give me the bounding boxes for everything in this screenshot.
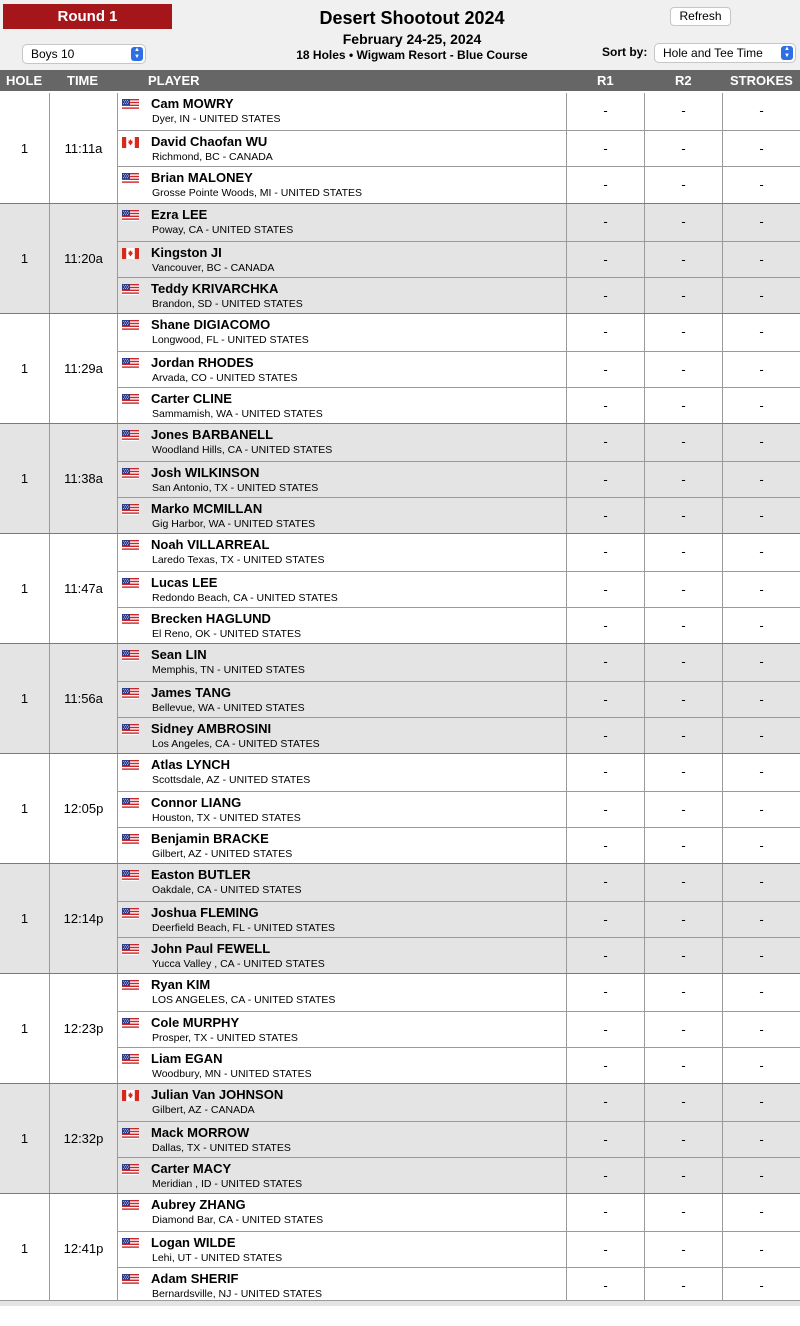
player-name[interactable]: Connor LIANG — [151, 794, 242, 810]
r2-score: - — [644, 1158, 722, 1194]
r1-score: - — [566, 1084, 644, 1121]
hole-cell: 1 — [0, 974, 50, 1083]
player-name[interactable]: Logan WILDE — [151, 1234, 236, 1250]
player-name[interactable]: Sean LIN — [151, 647, 207, 662]
player-row[interactable] — [118, 644, 800, 681]
strokes-score: - — [722, 864, 800, 901]
us-flag-icon — [122, 1052, 139, 1063]
r2-score: - — [644, 974, 722, 1011]
us-flag-icon — [122, 1198, 139, 1209]
r1-score: - — [566, 644, 644, 681]
player-name[interactable]: Josh WILKINSON — [151, 464, 260, 480]
player-row[interactable] — [118, 241, 800, 278]
r1-score: - — [566, 1048, 644, 1084]
player-row[interactable] — [118, 1267, 800, 1304]
player-row[interactable] — [118, 717, 800, 754]
r2-score: - — [644, 131, 722, 167]
r2-score: - — [644, 388, 722, 424]
tee-time-cell: 11:38a — [50, 424, 118, 533]
player-row[interactable] — [118, 351, 800, 388]
player-list — [118, 314, 800, 423]
r1-score: - — [566, 388, 644, 424]
r2-score: - — [644, 1048, 722, 1084]
us-flag-icon — [122, 1162, 139, 1173]
us-flag-icon — [122, 538, 139, 549]
r2-score: - — [644, 534, 722, 571]
strokes-score: - — [722, 938, 800, 974]
r1-score: - — [566, 1268, 644, 1304]
player-location: Richmond, BC - CANADA — [152, 150, 273, 163]
refresh-button[interactable]: Refresh — [670, 7, 731, 26]
column-strokes[interactable]: STROKES — [730, 73, 793, 88]
r1-score: - — [566, 424, 644, 461]
player-row[interactable] — [118, 901, 800, 938]
us-flag-icon — [122, 722, 139, 733]
r1-score: - — [566, 1194, 644, 1231]
strokes-score: - — [722, 754, 800, 791]
player-row[interactable] — [118, 791, 800, 828]
tee-time-group — [0, 643, 800, 753]
canada-flag-icon — [122, 135, 139, 146]
player-row[interactable] — [118, 387, 800, 424]
us-flag-icon — [122, 1126, 139, 1137]
player-location: LOS ANGELES, CA - UNITED STATES — [152, 994, 336, 1006]
player-name[interactable]: James TANG — [151, 684, 231, 700]
us-flag-icon — [122, 868, 139, 879]
player-location: Yucca Valley , CA - UNITED STATES — [152, 958, 325, 971]
player-row[interactable] — [118, 607, 800, 644]
player-location: Vancouver, BC - CANADA — [152, 261, 275, 274]
player-name[interactable]: Aubrey ZHANG — [151, 1197, 246, 1212]
tee-time-group — [0, 1193, 800, 1303]
player-row[interactable] — [118, 1231, 800, 1268]
strokes-score: - — [722, 718, 800, 754]
r2-score: - — [644, 242, 722, 278]
us-flag-icon — [122, 612, 139, 623]
tee-time-cell: 11:29a — [50, 314, 118, 423]
strokes-score: - — [722, 572, 800, 608]
player-location: Meridian , ID - UNITED STATES — [152, 1178, 303, 1191]
r1-score: - — [566, 204, 644, 241]
player-list — [118, 644, 800, 753]
player-location: Los Angeles, CA - UNITED STATES — [152, 738, 320, 751]
strokes-score: - — [722, 1012, 800, 1048]
player-list — [118, 204, 800, 313]
player-row[interactable] — [118, 827, 800, 864]
us-flag-icon — [122, 208, 139, 219]
player-location: Bellevue, WA - UNITED STATES — [152, 701, 305, 714]
player-name[interactable]: Shane DIGIACOMO — [151, 317, 271, 332]
r1-score: - — [566, 682, 644, 718]
player-location: Dallas, TX - UNITED STATES — [152, 1141, 291, 1154]
r2-score: - — [644, 352, 722, 388]
r2-score: - — [644, 864, 722, 901]
r2-score: - — [644, 828, 722, 864]
r2-score: - — [644, 608, 722, 644]
player-location: Scottsdale, AZ - UNITED STATES — [152, 774, 311, 786]
us-flag-icon — [122, 466, 139, 477]
r1-score: - — [566, 167, 644, 203]
r2-score: - — [644, 682, 722, 718]
player-row[interactable] — [118, 1157, 800, 1194]
player-location: Lehi, UT - UNITED STATES — [152, 1251, 283, 1264]
player-location: Bernardsville, NJ - UNITED STATES — [152, 1288, 322, 1301]
tee-time-cell: 11:47a — [50, 534, 118, 643]
tee-time-cell: 12:05p — [50, 754, 118, 863]
strokes-score: - — [722, 388, 800, 424]
column-r1[interactable]: R1 — [597, 73, 614, 88]
hole-cell: 1 — [0, 1194, 50, 1303]
player-location: Poway, CA - UNITED STATES — [152, 224, 294, 236]
tee-time-group — [0, 203, 800, 313]
r2-score: - — [644, 93, 722, 130]
r2-score: - — [644, 462, 722, 498]
player-location: Memphis, TN - UNITED STATES — [152, 664, 305, 676]
r2-score: - — [644, 644, 722, 681]
player-name[interactable]: David Chaofan WU — [151, 133, 268, 149]
r1-score: - — [566, 572, 644, 608]
hole-cell: 1 — [0, 754, 50, 863]
player-row[interactable] — [118, 864, 800, 901]
r2-score: - — [644, 792, 722, 828]
player-name[interactable]: Brian MALONEY — [151, 170, 253, 186]
us-flag-icon — [122, 686, 139, 697]
player-location: Deerfield Beach, FL - UNITED STATES — [152, 921, 336, 934]
us-flag-icon — [122, 282, 139, 293]
player-name[interactable]: Liam EGAN — [151, 1051, 223, 1067]
hole-cell: 1 — [0, 864, 50, 973]
column-hole[interactable]: HOLE — [6, 73, 43, 88]
strokes-score: - — [722, 608, 800, 644]
select-stepper-icon: ▲ ▼ — [131, 47, 143, 61]
strokes-score: - — [722, 352, 800, 388]
tee-time-groups — [0, 93, 800, 1303]
round-badge[interactable]: Round 1 — [3, 4, 172, 29]
player-row[interactable] — [118, 1084, 800, 1121]
r2-score: - — [644, 314, 722, 351]
r2-score: - — [644, 204, 722, 241]
us-flag-icon — [122, 392, 139, 403]
table-footer — [0, 1300, 800, 1306]
player-row[interactable] — [118, 497, 800, 534]
player-row[interactable] — [118, 1047, 800, 1084]
tee-time-group — [0, 423, 800, 533]
us-flag-icon — [122, 576, 139, 587]
strokes-score: - — [722, 534, 800, 571]
r1-score: - — [566, 754, 644, 791]
strokes-score: - — [722, 1232, 800, 1268]
canada-flag-icon — [122, 246, 139, 257]
sort-value: Hole and Tee Time — [663, 46, 763, 60]
r2-score: - — [644, 938, 722, 974]
us-flag-icon — [122, 356, 139, 367]
player-name[interactable]: Joshua FLEMING — [151, 904, 259, 920]
player-row[interactable] — [118, 93, 800, 130]
column-r2[interactable]: R2 — [675, 73, 692, 88]
player-row[interactable] — [118, 974, 800, 1011]
hole-cell: 1 — [0, 644, 50, 753]
strokes-score: - — [722, 498, 800, 534]
player-row[interactable] — [118, 130, 800, 167]
tee-time-group — [0, 93, 800, 203]
r1-score: - — [566, 718, 644, 754]
player-list — [118, 534, 800, 643]
player-row[interactable] — [118, 166, 800, 203]
r1-score: - — [566, 828, 644, 864]
player-row[interactable] — [118, 1011, 800, 1048]
player-row[interactable] — [118, 461, 800, 498]
tee-time-group — [0, 863, 800, 973]
r1-score: - — [566, 938, 644, 974]
r1-score: - — [566, 974, 644, 1011]
r2-score: - — [644, 1194, 722, 1231]
player-name[interactable]: Adam SHERIF — [151, 1271, 239, 1287]
player-location: Gilbert, AZ - CANADA — [152, 1104, 255, 1116]
r1-score: - — [566, 1122, 644, 1158]
hole-cell: 1 — [0, 534, 50, 643]
strokes-score: - — [722, 792, 800, 828]
tee-time-cell: 12:41p — [50, 1194, 118, 1303]
player-location: Dyer, IN - UNITED STATES — [152, 113, 281, 125]
player-location: Grosse Pointe Woods, MI - UNITED STATES — [152, 187, 363, 200]
player-list — [118, 1084, 800, 1193]
player-name[interactable]: Brecken HAGLUND — [151, 611, 271, 627]
us-flag-icon — [122, 906, 139, 917]
us-flag-icon — [122, 1016, 139, 1027]
strokes-score: - — [722, 974, 800, 1011]
strokes-score: - — [722, 1268, 800, 1304]
strokes-score: - — [722, 1122, 800, 1158]
r2-score: - — [644, 278, 722, 314]
strokes-score: - — [722, 242, 800, 278]
player-row[interactable] — [118, 204, 800, 241]
player-row[interactable] — [118, 314, 800, 351]
strokes-score: - — [722, 278, 800, 314]
player-list — [118, 93, 800, 203]
player-list — [118, 864, 800, 973]
tee-time-group — [0, 753, 800, 863]
player-list — [118, 424, 800, 533]
column-time[interactable]: TIME — [67, 73, 99, 88]
hole-cell: 1 — [0, 204, 50, 313]
tee-time-group — [0, 313, 800, 423]
hole-cell: 1 — [0, 1084, 50, 1193]
player-name[interactable]: Ryan KIM — [151, 977, 211, 992]
hole-cell: 1 — [0, 93, 50, 203]
event-course: 18 Holes • Wigwam Resort - Blue Course — [296, 48, 528, 62]
r1-score: - — [566, 314, 644, 351]
tee-time-cell: 12:14p — [50, 864, 118, 973]
player-row[interactable] — [118, 534, 800, 571]
strokes-score: - — [722, 131, 800, 167]
strokes-score: - — [722, 424, 800, 461]
strokes-score: - — [722, 314, 800, 351]
strokes-score: - — [722, 902, 800, 938]
player-list — [118, 974, 800, 1083]
r2-score: - — [644, 1232, 722, 1268]
player-name[interactable]: Kingston JI — [151, 244, 222, 260]
player-location: San Antonio, TX - UNITED STATES — [152, 481, 319, 494]
canada-flag-icon — [122, 1088, 139, 1099]
strokes-score: - — [722, 1194, 800, 1231]
player-row[interactable] — [118, 681, 800, 718]
r1-score: - — [566, 1158, 644, 1194]
player-location: Prosper, TX - UNITED STATES — [152, 1031, 298, 1044]
sort-select[interactable] — [654, 43, 796, 63]
r2-score: - — [644, 1122, 722, 1158]
r1-score: - — [566, 1012, 644, 1048]
tee-time-cell: 12:32p — [50, 1084, 118, 1193]
player-name[interactable]: Julian Van JOHNSON — [151, 1087, 284, 1102]
r2-score: - — [644, 572, 722, 608]
player-name[interactable]: Sidney AMBROSINI — [151, 721, 272, 737]
player-row[interactable] — [118, 937, 800, 974]
hole-cell: 1 — [0, 424, 50, 533]
sort-label: Sort by: — [602, 45, 648, 59]
r1-score: - — [566, 608, 644, 644]
us-flag-icon — [122, 1272, 139, 1283]
player-location: Diamond Bar, CA - UNITED STATES — [152, 1214, 324, 1226]
player-name[interactable]: Atlas LYNCH — [151, 757, 230, 772]
player-name[interactable]: Benjamin BRACKE — [151, 831, 269, 847]
page-header — [0, 0, 800, 70]
us-flag-icon — [122, 942, 139, 953]
event-info — [200, 8, 624, 62]
us-flag-icon — [122, 318, 139, 329]
player-name[interactable]: Teddy KRIVARCHKA — [151, 281, 279, 297]
r2-score: - — [644, 1012, 722, 1048]
r1-score: - — [566, 534, 644, 571]
tee-time-cell: 11:20a — [50, 204, 118, 313]
strokes-score: - — [722, 1158, 800, 1194]
r1-score: - — [566, 1232, 644, 1268]
tee-time-cell: 12:23p — [50, 974, 118, 1083]
r1-score: - — [566, 242, 644, 278]
player-name[interactable]: Easton BUTLER — [151, 867, 251, 882]
player-name[interactable]: John Paul FEWELL — [151, 941, 271, 957]
strokes-score: - — [722, 93, 800, 130]
player-row[interactable] — [118, 1121, 800, 1158]
division-value: Boys 10 — [31, 47, 75, 61]
r2-score: - — [644, 1268, 722, 1304]
hole-cell: 1 — [0, 314, 50, 423]
player-name[interactable]: Lucas LEE — [151, 574, 218, 590]
us-flag-icon — [122, 796, 139, 807]
r2-score: - — [644, 718, 722, 754]
us-flag-icon — [122, 1236, 139, 1247]
r1-score: - — [566, 352, 644, 388]
player-name[interactable]: Cole MURPHY — [151, 1014, 240, 1030]
player-location: Houston, TX - UNITED STATES — [152, 811, 301, 824]
us-flag-icon — [122, 832, 139, 843]
player-location: Redondo Beach, CA - UNITED STATES — [152, 591, 338, 604]
tee-time-cell: 11:11a — [50, 93, 118, 203]
player-location: Woodland Hills, CA - UNITED STATES — [152, 444, 333, 456]
strokes-score: - — [722, 204, 800, 241]
r2-score: - — [644, 498, 722, 534]
r1-score: - — [566, 498, 644, 534]
tee-time-group — [0, 533, 800, 643]
us-flag-icon — [122, 648, 139, 659]
r2-score: - — [644, 424, 722, 461]
player-row[interactable] — [118, 754, 800, 791]
column-player[interactable]: PLAYER — [148, 73, 200, 88]
r2-score: - — [644, 1084, 722, 1121]
player-name[interactable]: Marko MCMILLAN — [151, 501, 263, 517]
tee-time-group — [0, 1083, 800, 1193]
player-list — [118, 754, 800, 863]
division-select[interactable] — [22, 44, 146, 64]
player-location: Woodbury, MN - UNITED STATES — [152, 1068, 312, 1081]
player-location: Laredo Texas, TX - UNITED STATES — [152, 554, 325, 566]
us-flag-icon — [122, 978, 139, 989]
strokes-score: - — [722, 167, 800, 203]
us-flag-icon — [122, 428, 139, 439]
player-name[interactable]: Cam MOWRY — [151, 96, 234, 111]
us-flag-icon — [122, 171, 139, 182]
r1-score: - — [566, 792, 644, 828]
tee-time-cell: 11:56a — [50, 644, 118, 753]
player-name[interactable]: Carter MACY — [151, 1161, 232, 1177]
player-row[interactable] — [118, 571, 800, 608]
r1-score: - — [566, 902, 644, 938]
event-title: Desert Shootout 2024 — [319, 8, 505, 28]
r1-score: - — [566, 131, 644, 167]
us-flag-icon — [122, 97, 139, 108]
r1-score: - — [566, 278, 644, 314]
player-name[interactable]: Mack MORROW — [151, 1124, 250, 1140]
player-location: Gilbert, AZ - UNITED STATES — [152, 848, 293, 861]
player-location: Oakdale, CA - UNITED STATES — [152, 884, 302, 896]
strokes-score: - — [722, 462, 800, 498]
r2-score: - — [644, 902, 722, 938]
player-name[interactable]: Carter CLINE — [151, 391, 232, 407]
player-row[interactable] — [118, 424, 800, 461]
strokes-score: - — [722, 682, 800, 718]
r1-score: - — [566, 864, 644, 901]
tee-time-group — [0, 973, 800, 1083]
r2-score: - — [644, 754, 722, 791]
us-flag-icon — [122, 502, 139, 513]
strokes-score: - — [722, 644, 800, 681]
strokes-score: - — [722, 828, 800, 864]
player-location: Arvada, CO - UNITED STATES — [152, 371, 298, 384]
r1-score: - — [566, 462, 644, 498]
player-name[interactable]: Jordan RHODES — [151, 354, 254, 370]
r2-score: - — [644, 167, 722, 203]
player-location: Brandon, SD - UNITED STATES — [152, 298, 303, 311]
strokes-score: - — [722, 1084, 800, 1121]
player-location: Longwood, FL - UNITED STATES — [152, 334, 309, 346]
player-name[interactable]: Jones BARBANELL — [151, 427, 274, 442]
r1-score: - — [566, 93, 644, 130]
table-header — [0, 70, 800, 91]
player-location: Gig Harbor, WA - UNITED STATES — [152, 518, 316, 531]
player-name[interactable]: Noah VILLARREAL — [151, 537, 270, 552]
player-name[interactable]: Ezra LEE — [151, 207, 208, 222]
us-flag-icon — [122, 758, 139, 769]
strokes-score: - — [722, 1048, 800, 1084]
select-stepper-icon: ▲ ▼ — [781, 46, 793, 60]
player-list — [118, 1194, 800, 1303]
player-row[interactable] — [118, 1194, 800, 1231]
player-location: El Reno, OK - UNITED STATES — [152, 628, 301, 641]
event-dates: February 24-25, 2024 — [342, 31, 482, 47]
player-row[interactable] — [118, 277, 800, 314]
player-location: Sammamish, WA - UNITED STATES — [152, 408, 323, 421]
